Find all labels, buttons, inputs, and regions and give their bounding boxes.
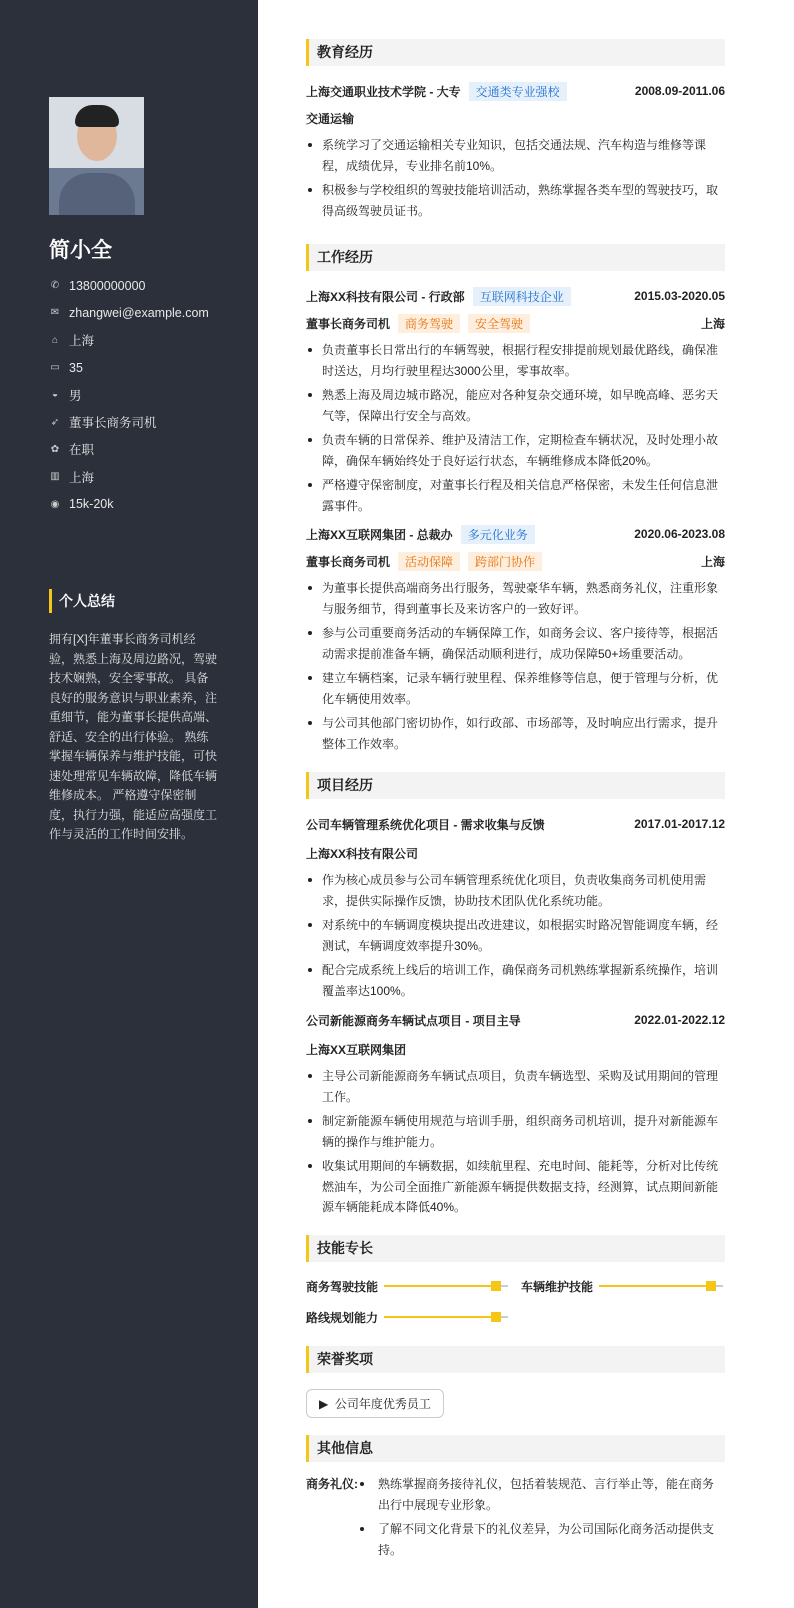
skill-item xyxy=(306,1276,521,1296)
org: 上海XX互联网集团 xyxy=(306,1042,407,1057)
status-icon: ✿ xyxy=(50,443,60,455)
city: 上海 xyxy=(69,470,95,485)
salary-icon: ◉ xyxy=(50,498,60,510)
date: 2015.03-2020.05 xyxy=(634,289,725,303)
company: 上海XX互联网集团 - 总裁办 xyxy=(306,527,453,542)
city-icon: ▥ xyxy=(50,471,60,483)
role: 董事长商务司机 xyxy=(306,554,391,569)
major: 交通运输 xyxy=(306,111,355,126)
tag: 多元化业务 xyxy=(461,525,535,544)
bullet: 建立车辆档案，记录车辆行驶里程、保养维修等信息，便于管理与分析，优化车辆使用效率。 xyxy=(306,668,725,709)
projects-heading: 项目经历 xyxy=(306,772,725,799)
role: 董事长商务司机 xyxy=(306,316,391,331)
tag: 安全驾驶 xyxy=(468,314,530,333)
phone: 13800000000 xyxy=(69,278,146,293)
skill-name: 商务驾驶技能 xyxy=(306,1279,379,1294)
candidate-name: 简小全 xyxy=(49,239,112,262)
salary: 15k-20k xyxy=(69,497,114,512)
skills-list xyxy=(306,1276,725,1327)
location: 上海 xyxy=(69,334,95,349)
sidebar xyxy=(0,0,258,1608)
org: 上海XX科技有限公司 xyxy=(306,846,419,861)
bullet: 主导公司新能源商务车辆试点项目，负责车辆选型、采购及试用期间的管理工作。 xyxy=(306,1066,725,1107)
education-entry xyxy=(306,80,725,225)
skill-name: 车辆维护技能 xyxy=(521,1279,594,1294)
date: 2020.06-2023.08 xyxy=(634,527,725,541)
gender: 男 xyxy=(69,388,82,403)
school: 上海交通职业技术学院 - 大专 xyxy=(306,84,461,99)
bullet: 参与公司重要商务活动的车辆保障工作，如商务会议、客户接待等，根据活动需求提前准备车辆，确保活动顺利进行，成功保障50+场重要活动。 xyxy=(306,623,725,664)
date: 2022.01-2022.12 xyxy=(634,1013,725,1027)
bullet: 收集试用期间的车辆数据，如续航里程、充电时间、能耗等，分析对比传统燃油车，为公司全面推广新能源车辆提供数据支持，经测算，试点期间新能源车辆能耗成本降低40%。 xyxy=(306,1156,725,1218)
work-entry xyxy=(306,285,725,520)
bullet: 负责董事长日常出行的车辆驾驶，根据行程安排提前规划最优路线，确保准时送达，月均行驶里程达3000公里，零事故率。 xyxy=(306,340,725,381)
job-title: 董事长商务司机 xyxy=(69,416,157,431)
tag: 跨部门协作 xyxy=(468,552,542,571)
skill-bar xyxy=(384,1285,508,1287)
age: 35 xyxy=(69,360,83,375)
skill-name: 路线规划能力 xyxy=(306,1310,379,1325)
bullet: 熟悉上海及周边城市路况，能应对各种复杂交通环境，如早晚高峰、恶劣天气等，保障出行安全与高效。 xyxy=(306,385,725,426)
skill-item xyxy=(521,1276,723,1296)
bullet: 对系统中的车辆调度模块提出改进建议，如根据实时路况智能调度车辆，经测试，车辆调度效率提升30%。 xyxy=(306,915,725,956)
bullet: 配合完成系统上线后的培训工作，确保商务司机熟练掌握新系统操作，培训覆盖率达100%。 xyxy=(306,960,725,1001)
company: 上海XX科技有限公司 - 行政部 xyxy=(306,289,465,304)
other-label: 商务礼仪: xyxy=(306,1477,358,1491)
tag: 活动保障 xyxy=(398,552,460,571)
job-icon: ➶ xyxy=(50,416,60,428)
education-heading: 教育经历 xyxy=(306,39,725,66)
other-info xyxy=(306,1474,725,1564)
honor-item xyxy=(306,1389,444,1418)
honors-heading: 荣誉奖项 xyxy=(306,1346,725,1373)
triangle-icon: ▶ xyxy=(319,1397,329,1411)
bullet: 与公司其他部门密切协作，如行政部、市场部等，及时响应出行需求，提升整体工作效率。 xyxy=(306,713,725,754)
contact-info xyxy=(49,272,209,518)
skills-heading: 技能专长 xyxy=(306,1235,725,1262)
tag: 互联网科技企业 xyxy=(473,287,571,306)
bullet: 负责车辆的日常保养、维护及清洁工作，定期检查车辆状况，及时处理小故障，确保车辆始终处于良好运行状态，车辆维修成本降低20%。 xyxy=(306,430,725,471)
avatar xyxy=(49,97,144,215)
project-entry xyxy=(306,813,725,1005)
project-name: 公司新能源商务车辆试点项目 - 项目主导 xyxy=(306,1013,521,1028)
skill-item xyxy=(306,1307,725,1327)
phone-icon: ✆ xyxy=(50,280,60,292)
summary-heading: 个人总结 xyxy=(49,589,115,613)
other-heading: 其他信息 xyxy=(306,1435,725,1462)
email: zhangwei@example.com xyxy=(69,305,209,320)
summary-text: 拥有[X]年董事长商务司机经验，熟悉上海及周边路况，驾驶技术娴熟，安全零事故。 具备良好的服务意识与职业素养，注重细节，能为董事长提供高端、舒适、安全的出行体验。 熟练掌握车辆保养与维护技能，可快速处理常见车辆故障，降低车辆维修成本。 严格遵守保密制度，执行力强，能适应高强度工作与灵活的工作时间安排。 xyxy=(49,632,218,841)
honor-label: 公司年度优秀员工 xyxy=(334,1397,431,1411)
mail-icon: ✉ xyxy=(50,307,60,319)
bullet: 积极参与学校组织的驾驶技能培训活动，熟练掌握各类车型的驾驶技巧，取得高级驾驶员证书。 xyxy=(306,180,725,221)
bullet: 制定新能源车辆使用规范与培训手册，组织商务司机培训，提升对新能源车辆的操作与维护能力。 xyxy=(306,1111,725,1152)
date: 2008.09-2011.06 xyxy=(634,84,725,98)
tag: 商务驾驶 xyxy=(398,314,460,333)
bullet: 系统学习了交通运输相关专业知识，包括交通法规、汽车构造与维修等课程，成绩优异，专业排名前10%。 xyxy=(306,135,725,176)
project-name: 公司车辆管理系统优化项目 - 需求收集与反馈 xyxy=(306,817,545,832)
date: 2017.01-2017.12 xyxy=(634,817,725,831)
gender-icon: ◒ xyxy=(51,389,59,401)
home-icon: ⌂ xyxy=(51,334,59,346)
city: 上海 xyxy=(700,316,725,331)
skill-bar xyxy=(599,1285,723,1287)
bullet: 熟练掌握商务接待礼仪，包括着装规范、言行举止等，能在商务出行中展现专业形象。 xyxy=(358,1474,725,1515)
bullet: 作为核心成员参与公司车辆管理系统优化项目，负责收集商务司机使用需求，提供实际操作反馈，协助技术团队优化系统功能。 xyxy=(306,870,725,911)
age-icon: ▭ xyxy=(50,362,60,374)
bullet: 严格遵守保密制度，对董事长行程及相关信息严格保密，未发生任何信息泄露事件。 xyxy=(306,475,725,516)
bullet: 了解不同文化背景下的礼仪差异，为公司国际化商务活动提供支持。 xyxy=(358,1519,725,1560)
tag: 交通类专业强校 xyxy=(469,82,567,101)
status: 在职 xyxy=(69,443,95,458)
work-heading: 工作经历 xyxy=(306,244,725,271)
project-entry xyxy=(306,1009,725,1222)
bullet: 为董事长提供高端商务出行服务，驾驶豪华车辆，熟悉商务礼仪，注重形象与服务细节，得到董事长及来访客户的一致好评。 xyxy=(306,578,725,619)
skill-bar xyxy=(384,1316,508,1318)
city: 上海 xyxy=(700,554,725,569)
work-entry xyxy=(306,523,725,758)
